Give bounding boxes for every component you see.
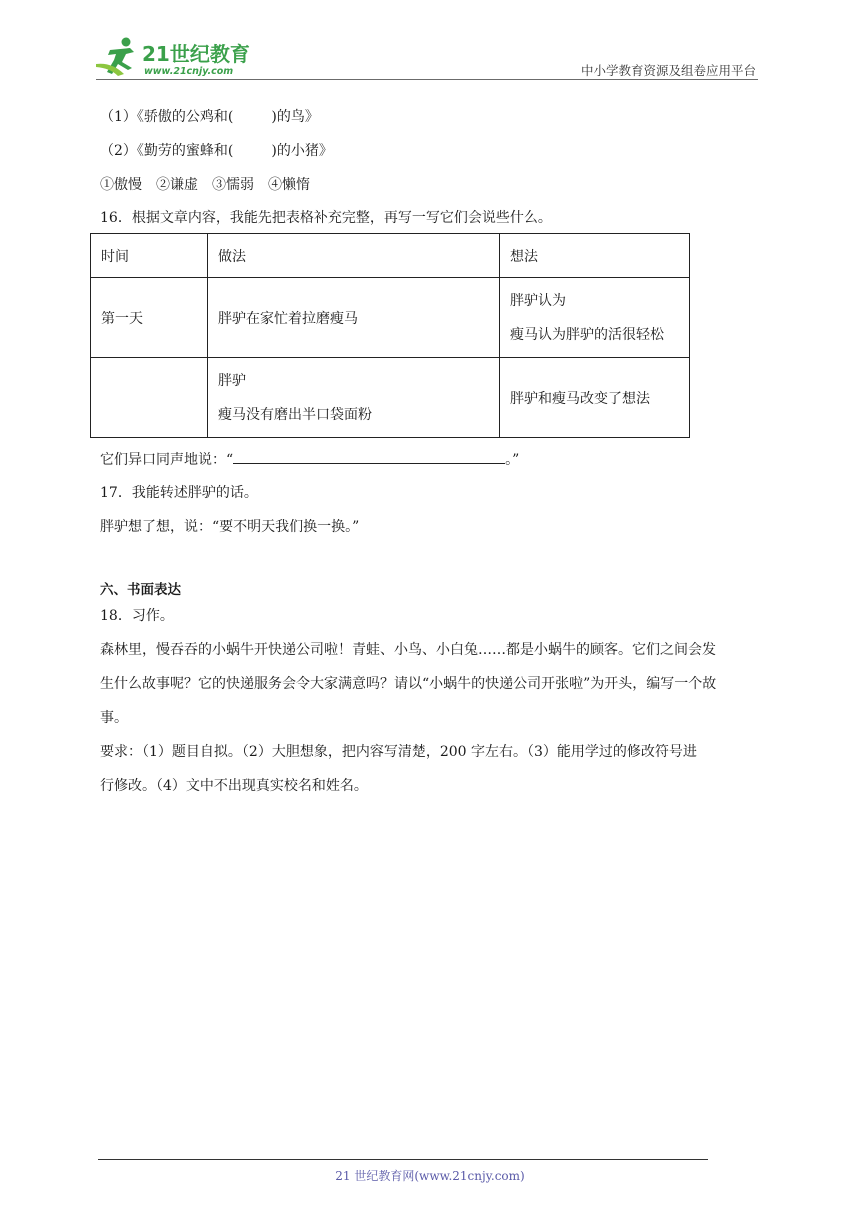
q18-paragraph-line-2: 生什么故事呢？它的快递服务会令大家满意吗？请以“小蜗牛的快递公司开张啦”为开头，编写一个故: [100, 676, 717, 692]
q15-item-2-prefix: （2）《勤劳的蜜蜂和(: [100, 143, 234, 159]
row1-action: 胖驴在家忙着拉磨瘦马: [208, 278, 500, 358]
header-action: 做法: [208, 234, 500, 278]
q15-options: ①傲慢 ②谦虚 ③懦弱 ④懒惰: [100, 177, 310, 193]
q18-requirements-line-2: 行修改。（4）文中不出现真实校名和姓名。: [100, 778, 368, 794]
row2-time: [91, 358, 208, 438]
header-platform-text: 中小学教育资源及组卷应用平台: [580, 63, 756, 78]
q15-item-1-suffix: )的鸟》: [271, 109, 319, 125]
q18-paragraph-line-1: 森林里，慢吞吞的小蜗牛开快递公司啦！青蛙、小鸟、小白兔……都是小蜗牛的顾客。它们之间会发: [100, 642, 716, 658]
q18-paragraph-line-3: 事。: [100, 710, 128, 726]
q15-item-2: [100, 140, 333, 160]
table-header-row: [91, 234, 690, 278]
q17-prompt: 17．我能转述胖驴的话。: [100, 485, 258, 501]
row2-thought: 胖驴和瘦马改变了想法: [500, 358, 690, 438]
header-thought: 想法: [500, 234, 690, 278]
together-prefix: 它们异口同声地说：“: [100, 452, 234, 468]
q15-item-2-suffix: )的小猪》: [271, 143, 333, 159]
answer-underline: [233, 451, 505, 464]
table-row: [91, 278, 690, 358]
row2-action-line-2: 瘦马没有磨出半口袋面粉: [218, 406, 372, 423]
q16-together-line: [100, 449, 519, 469]
q18-title: 18．习作。: [100, 608, 174, 624]
logo-url: www.21cnjy.com: [144, 66, 234, 77]
together-suffix: 。”: [505, 452, 520, 468]
header-time: 时间: [91, 234, 208, 278]
table-row: [91, 358, 690, 438]
q15-item-1-prefix: （1）《骄傲的公鸡和(: [100, 109, 234, 125]
footer-divider: [98, 1159, 708, 1160]
row1-thought: [500, 278, 690, 358]
q15-item-1: [100, 106, 319, 126]
row1-thought-line-2: 瘦马认为胖驴的活很轻松: [510, 326, 664, 343]
q17-quote: 胖驴想了想，说：“要不明天我们换一换。”: [100, 519, 360, 535]
header-divider: [96, 79, 758, 80]
row2-action-line-1: 胖驴: [218, 372, 246, 389]
footer-site-link[interactable]: 21 世纪教育网(www.21cnjy.com): [335, 1169, 525, 1183]
q16-prompt: 16．根据文章内容，我能先把表格补充完整，再写一写它们会说些什么。: [100, 210, 552, 226]
q16-table: [90, 233, 690, 438]
q18-requirements-line-1: 要求：（1）题目自拟。（2）大胆想象，把内容写清楚，200 字左右。（3）能用学过的修改符号进: [100, 744, 697, 760]
row2-action: [208, 358, 500, 438]
row1-time: 第一天: [91, 278, 208, 358]
section-title: 六、书面表达: [100, 582, 181, 598]
logo-text: 21世纪教育: [142, 42, 250, 66]
row1-thought-line-1: 胖驴认为: [510, 292, 566, 309]
